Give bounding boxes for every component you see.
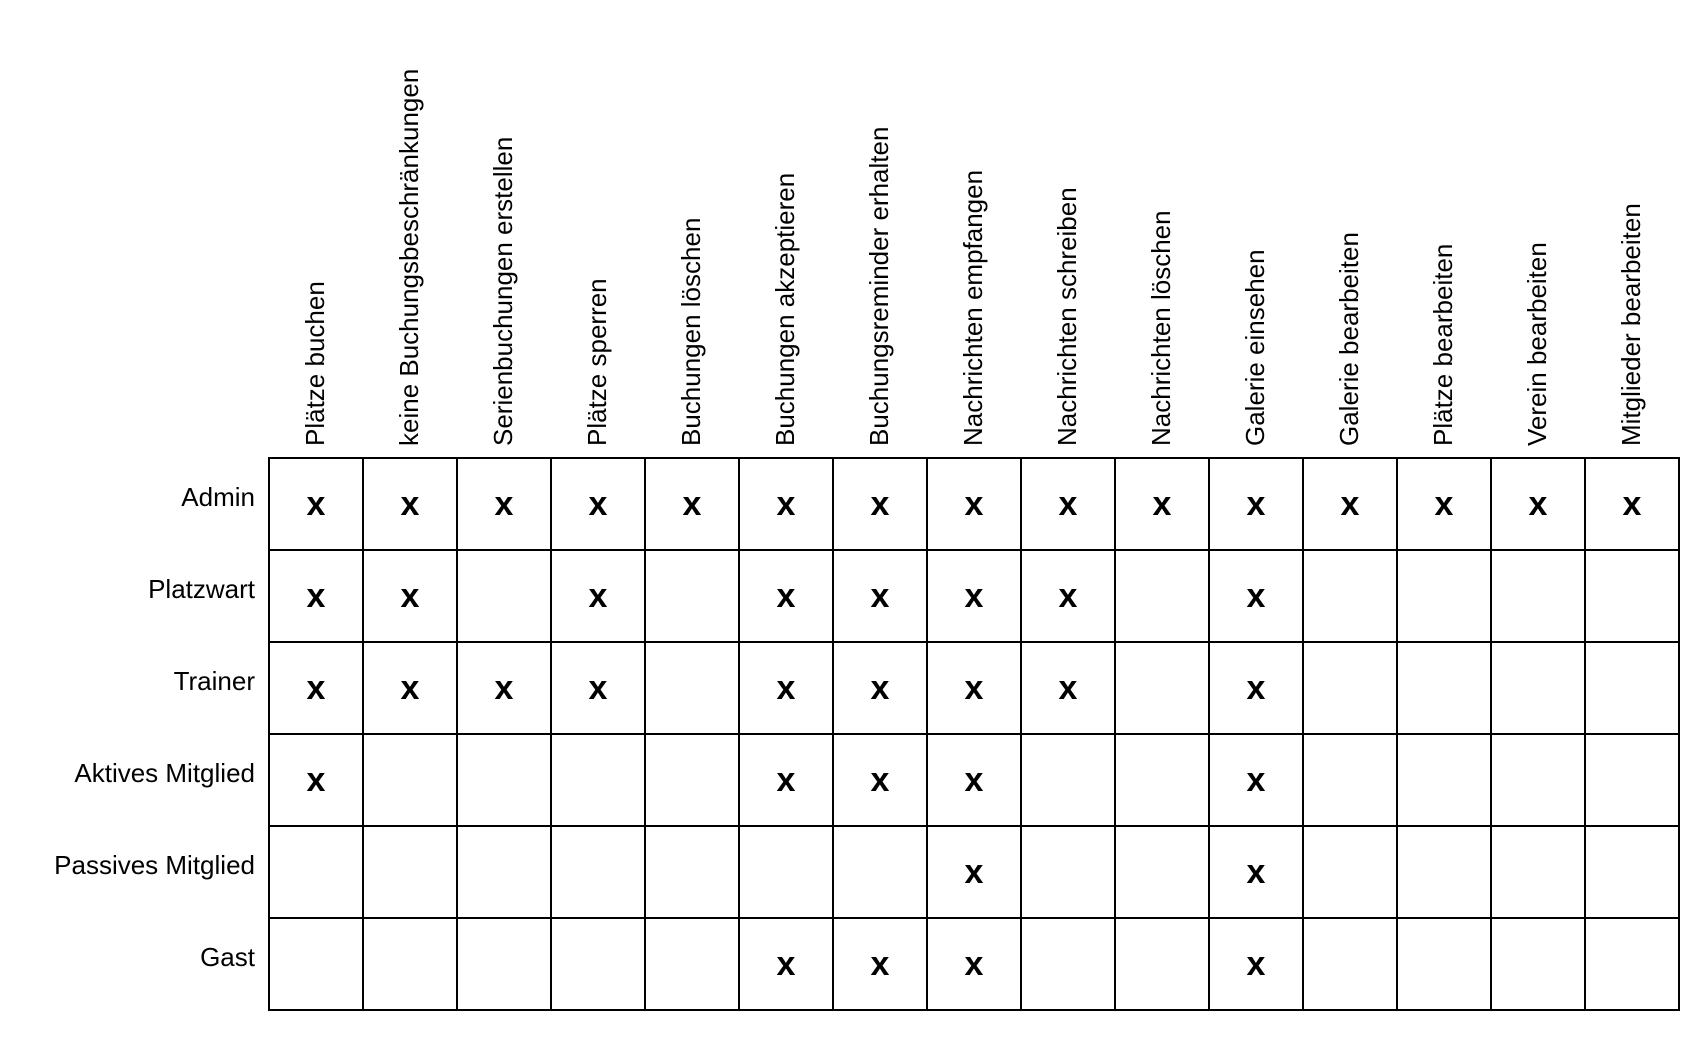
- matrix-cell: x: [400, 577, 420, 615]
- column-header: Nachrichten empfangen: [958, 169, 988, 446]
- column-header: Galerie einsehen: [1240, 249, 1270, 446]
- column-header: Nachrichten löschen: [1146, 210, 1176, 446]
- matrix-cell: x: [400, 485, 420, 523]
- column-header: Plätze buchen: [300, 281, 330, 446]
- matrix-cell: [645, 918, 739, 1010]
- matrix-cell: x: [1246, 485, 1266, 523]
- matrix-cell: [1303, 918, 1397, 1010]
- column-header: Plätze sperren: [582, 278, 612, 446]
- matrix-cell: x: [1246, 945, 1266, 983]
- matrix-cell: x: [1246, 669, 1266, 707]
- matrix-cell: [1397, 918, 1491, 1010]
- matrix-cell: x: [588, 669, 608, 707]
- matrix-cell: x: [1246, 577, 1266, 615]
- matrix-cell: x: [1528, 485, 1548, 523]
- matrix-cell: [1021, 918, 1115, 1010]
- column-header: Buchungsreminder erhalten: [864, 126, 894, 446]
- matrix-cell: [1021, 734, 1115, 826]
- row-label: Admin: [181, 482, 255, 512]
- matrix-cell: [1585, 826, 1679, 918]
- matrix-cell: x: [1058, 485, 1078, 523]
- matrix-cell: [1585, 918, 1679, 1010]
- matrix-cell: x: [870, 485, 890, 523]
- matrix-cell: [645, 826, 739, 918]
- grid-line-horizontal: [268, 1009, 1680, 1011]
- matrix-cell: x: [776, 945, 796, 983]
- matrix-cell: [1491, 826, 1585, 918]
- matrix-cell: x: [870, 577, 890, 615]
- row-label: Passives Mitglied: [54, 850, 255, 880]
- matrix-cell: x: [306, 577, 326, 615]
- matrix-cell: [1585, 550, 1679, 642]
- matrix-cell: [1303, 826, 1397, 918]
- matrix-cell: x: [1058, 669, 1078, 707]
- matrix-cell: [1397, 550, 1491, 642]
- matrix-cell: [363, 826, 457, 918]
- matrix-cell: [551, 734, 645, 826]
- grid-line-horizontal: [268, 457, 1680, 459]
- matrix-cell: [457, 734, 551, 826]
- matrix-cell: [1021, 826, 1115, 918]
- matrix-cell: [269, 918, 363, 1010]
- matrix-cell: x: [494, 669, 514, 707]
- matrix-cell: x: [776, 761, 796, 799]
- column-header: Serienbuchungen erstellen: [488, 136, 518, 446]
- matrix-cell: x: [1340, 485, 1360, 523]
- matrix-cell: x: [306, 761, 326, 799]
- matrix-cell: [1397, 734, 1491, 826]
- matrix-cell: [363, 918, 457, 1010]
- matrix-cell: [551, 918, 645, 1010]
- column-header: keine Buchungsbeschränkungen: [394, 68, 424, 446]
- column-header: Galerie bearbeiten: [1334, 232, 1364, 446]
- column-header: Mitglieder bearbeiten: [1616, 203, 1646, 446]
- matrix-cell: [1115, 918, 1209, 1010]
- matrix-cell: [269, 826, 363, 918]
- matrix-cell: [1115, 826, 1209, 918]
- matrix-cell: x: [1152, 485, 1172, 523]
- matrix-cell: [739, 826, 833, 918]
- matrix-cell: x: [964, 945, 984, 983]
- matrix-cell: x: [400, 669, 420, 707]
- matrix-cell: x: [964, 577, 984, 615]
- matrix-cell: x: [306, 485, 326, 523]
- matrix-cell: [1491, 550, 1585, 642]
- matrix-cell: x: [776, 485, 796, 523]
- matrix-cell: x: [870, 761, 890, 799]
- matrix-cell: x: [964, 761, 984, 799]
- matrix-cell: [551, 826, 645, 918]
- grid-line-horizontal: [268, 641, 1680, 643]
- matrix-cell: x: [870, 669, 890, 707]
- matrix-cell: x: [964, 669, 984, 707]
- matrix-cell: x: [870, 945, 890, 983]
- row-label: Gast: [200, 942, 255, 972]
- grid-line-horizontal: [268, 549, 1680, 551]
- matrix-cell: [1397, 642, 1491, 734]
- matrix-cell: [833, 826, 927, 918]
- column-header: Nachrichten schreiben: [1052, 187, 1082, 446]
- row-label: Trainer: [173, 666, 255, 696]
- matrix-cell: x: [1622, 485, 1642, 523]
- matrix-cell: [363, 734, 457, 826]
- matrix-cell: [645, 550, 739, 642]
- grid-line-horizontal: [268, 825, 1680, 827]
- matrix-cell: [1491, 918, 1585, 1010]
- matrix-cell: [1585, 642, 1679, 734]
- matrix-cell: x: [588, 577, 608, 615]
- matrix-cell: [1115, 734, 1209, 826]
- matrix-cell: [457, 918, 551, 1010]
- matrix-cell: [645, 642, 739, 734]
- matrix-cell: x: [1434, 485, 1454, 523]
- matrix-cell: x: [776, 577, 796, 615]
- matrix-cell: x: [588, 485, 608, 523]
- matrix-cell: [1303, 642, 1397, 734]
- matrix-cell: [1115, 642, 1209, 734]
- grid-line-horizontal: [268, 733, 1680, 735]
- matrix-cell: [1397, 826, 1491, 918]
- row-label: Platzwart: [148, 574, 255, 604]
- matrix-cell: [1491, 734, 1585, 826]
- column-header: Verein bearbeiten: [1522, 242, 1552, 446]
- matrix-cell: [457, 826, 551, 918]
- matrix-cell: x: [1058, 577, 1078, 615]
- grid-line-horizontal: [268, 917, 1680, 919]
- matrix-cell: x: [306, 669, 326, 707]
- matrix-cell: x: [964, 853, 984, 891]
- matrix-cell: [1115, 550, 1209, 642]
- matrix-cell: x: [1246, 853, 1266, 891]
- matrix-cell: x: [1246, 761, 1266, 799]
- matrix-cell: [1491, 642, 1585, 734]
- column-header: Buchungen akzeptieren: [770, 172, 800, 446]
- matrix-cell: x: [682, 485, 702, 523]
- column-header: Buchungen löschen: [676, 217, 706, 446]
- matrix-cell: x: [964, 485, 984, 523]
- row-label: Aktives Mitglied: [74, 758, 255, 788]
- matrix-cell: [1303, 550, 1397, 642]
- matrix-cell: [457, 550, 551, 642]
- matrix-cell: [645, 734, 739, 826]
- matrix-cell: [1585, 734, 1679, 826]
- matrix-cell: x: [776, 669, 796, 707]
- column-header: Plätze bearbeiten: [1428, 243, 1458, 446]
- matrix-cell: [1303, 734, 1397, 826]
- matrix-cell: x: [494, 485, 514, 523]
